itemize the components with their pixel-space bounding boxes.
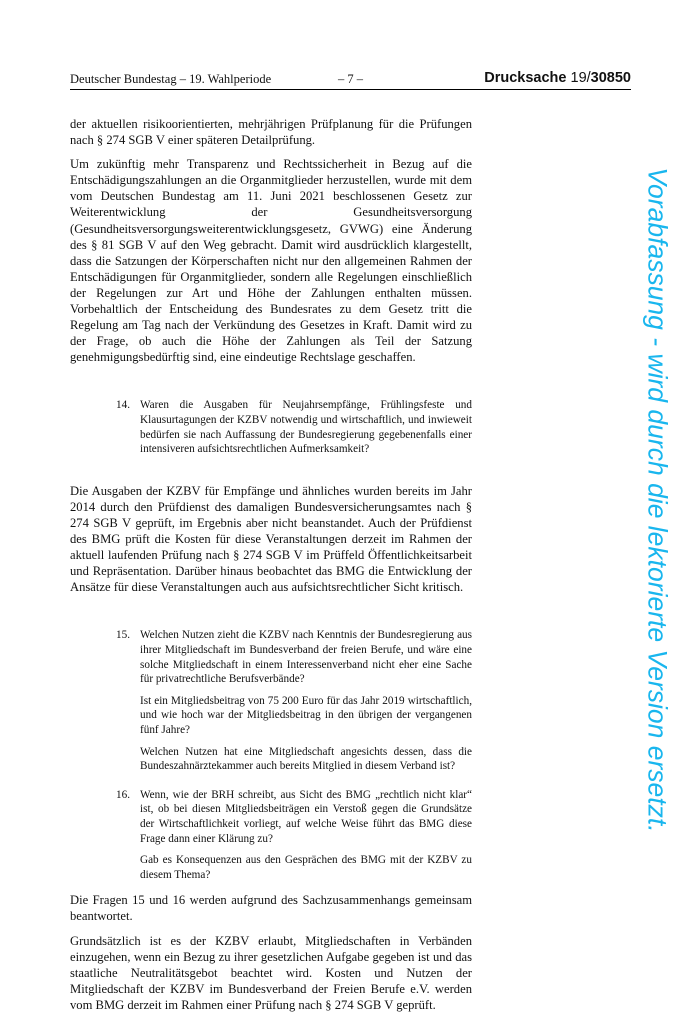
header-parliament: Deutscher Bundestag – 19. Wahlperiode xyxy=(70,72,272,86)
question-14-number: 14. xyxy=(116,399,130,412)
question-14 xyxy=(116,398,472,456)
document-prefix: 19/ xyxy=(570,70,591,86)
question-16-part-1: Wenn, wie der BRH schreibt, aus Sicht des BMG „rechtlich nicht klar“ ist, ob bei diesen Mitgliedsbeiträgen ein Verstoß gegen die Grundsätze der Wirtschaftlichkeit vorliegt, auf welche Weise führt das BMG diese Frage dann einer Klärung zu? xyxy=(140,788,472,845)
question-16 xyxy=(116,788,472,883)
question-16-number: 16. xyxy=(116,788,130,801)
question-15-part-2: Ist ein Mitgliedsbeitrag von 75 200 Euro für das Jahr 2019 wirtschaftlich, und wie hoch war der Mitgliedsbeitrag in den übrigen der vergangenen fünf Jahre? xyxy=(140,694,472,736)
page-number: – 7 – xyxy=(338,72,363,86)
question-16-part-2: Gab es Konsequenzen aus den Gesprächen des BMG mit der KZBV zu diesem Thema? xyxy=(140,854,472,881)
document-number xyxy=(484,70,631,86)
question-14-text: Waren die Ausgaben für Neujahrsempfänge, Frühlingsfeste und Klausurtagungen der KZBV notwendig und wirtschaftlich, und inwieweit bedürfen sie nach Auffassung der Bundesregierung gegebenenfalls einer intensiveren aufsichtsrechtlichen Aufmerksamkeit? xyxy=(140,399,472,456)
answer-14: Die Ausgaben der KZBV für Empfänge und ähnliches wurden bereits im Jahr 2014 durch den Prüfdienst des damaligen Bundesversicherungsamtes nach § 274 SGB V geprüft, im Ergebnis aber nicht beanstandet. Auch der Prüfdienst des BMG prüft die Kosten für diese Veranstaltungen derzeit im Rahmen der aktuell laufenden Prüfung nach § 274 SGB V im Prüffeld Öffentlichkeitsarbeit und Repräsentation. Darüber hinaus beobachtet das BMG die Entwicklung der Ansätze für diese Veranstaltungen auch aus aufsichtsrechtlicher Sicht kritisch. xyxy=(70,483,472,595)
paragraph-gvwg: Um zukünftig mehr Transparenz und Rechtssicherheit in Bezug auf die Entschädigungszahlungen an die Organmitglieder herzustellen, wurde mit dem vom Deutschen Bundestag am 11. Juni 2021 beschlossenen Gesetz zur Weiterentwicklung der Gesundheitsversorgung (Gesundheitsversorgungsweiterentwicklungsgesetz, GVWG) eine Änderung des § 81 SGB V auf den Weg gebracht. Damit wird ausdrücklich klargestellt, dass die Satzungen der Körperschaften nicht nur den allgemeinen Rahmen der Entschädigungen für Organmitglieder, sondern alle Regelungen einschließlich der Regelungen zur Art und Höhe der Zahlungen enthalten müssen. Vorbehaltlich der Entscheidung des Bundesrates zu dem Gesetz tritt die Regelung am Tag nach der Verkündung des Gesetzes in Kraft. Damit wird zu der Frage, ob auch die Höhe der Zahlungen als Teil der Satzung genehmigungsbedürftig sind, eine eindeutige Rechtslage geschaffen. xyxy=(70,157,472,365)
header-rule xyxy=(70,89,631,90)
question-15-part-1: Welchen Nutzen zieht die KZBV nach Kenntnis der Bundesregierung aus ihrer Mitgliedschaft im Bundesverband der freien Berufe, und wäre eine solche Mitgliedschaft in einem Interessenverband nicht eher eine Sache für privatrechtliche Berufsverbände? xyxy=(140,629,472,686)
document-body xyxy=(70,116,472,1021)
question-15-part-3: Welchen Nutzen hat eine Mitgliedschaft angesichts dessen, dass die Bundeszahnärztekammer auch bereits Mitglied in diesem Verband ist? xyxy=(140,745,472,773)
draft-watermark: Vorabfassung - wird durch die lektorierte Version ersetzt. xyxy=(642,167,673,833)
answer-15-16-intro: Die Fragen 15 und 16 werden aufgrund des Sachzusammenhangs gemeinsam beantwortet. xyxy=(70,893,472,924)
question-15 xyxy=(116,628,472,780)
question-15-number: 15. xyxy=(116,629,130,642)
document-label: Drucksache xyxy=(484,70,567,86)
document-id: 30850 xyxy=(590,70,631,86)
paragraph-continuation: der aktuellen risikoorientierten, mehrjährigen Prüfplanung für die Prüfungen nach § 274 SGB V einer späteren Detailprüfung. xyxy=(70,117,472,148)
answer-15-16-body: Grundsätzlich ist es der KZBV erlaubt, Mitgliedschaften in Verbänden einzugehen, wenn ein Bezug zu ihrer gesetzlichen Aufgabe gegeben ist und das staatliche Neutralitätsgebot beachtet wird. Kosten und Nutzen der Mitgliedschaft der KZBV im Bundesverband der Freien Berufe e.V. werden vom BMG derzeit im Rahmen einer Prüfung nach § 274 SGB V geprüft. xyxy=(70,933,472,1012)
